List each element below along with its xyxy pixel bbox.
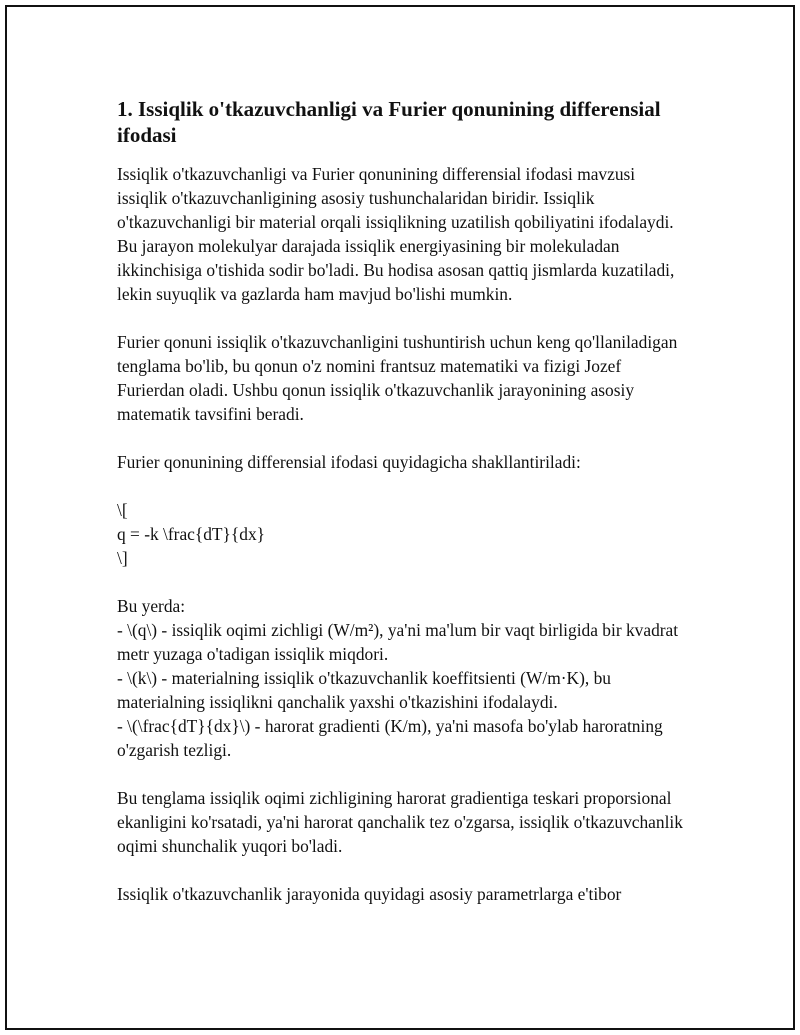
document-body [117,96,687,930]
formula-block: \[ q = -k \frac{dT}{dx} \] [117,500,265,568]
final-line: Issiqlik o'tkazuvchanlik jarayonida quyidagi asosiy parametrlarga e'tibor [117,884,622,904]
formula-intro-paragraph: Furier qonunining differensial ifodasi quyidagicha shakllantiriladi: [117,452,581,472]
conclusion-paragraph: Bu tenglama issiqlik oqimi zichligining harorat gradientiga teskari proporsional ekanligini ko'rsatadi, ya'ni harorat qanchalik tez o'zgarsa, issiqlik o'tkazuvchanlik oqimi shunchalik yuqori bo'ladi. [117,788,683,856]
section-heading: 1. Issiqlik o'tkazuvchanligi va Furier qonunining differensial ifodasi [117,97,661,147]
fourier-law-paragraph: Furier qonuni issiqlik o'tkazuvchanligini tushuntirish uchun keng qo'llaniladigan tenglama bo'lib, bu qonun o'z nomini frantsuz matematiki va fizigi Jozef Furierdan oladi. Ushbu qonun issiqlik o'tkazuvchanlik jarayonining asosiy matematik tavsifini beradi. [117,332,678,424]
definitions-block: Bu yerda: - \(q\) - issiqlik oqimi zichligi (W/m²), ya'ni ma'lum bir vaqt birligida bir kvadrat metr yuzaga o'tadigan issiqlik miqdori. - \(k\) - materialning issiqlik o'tkazuvchanlik koeffitsienti (W/m·K), bu materialning issiqlikni qanchalik yaxshi o'tkazishini ifodalaydi. - \(\frac{dT}{dx}\) - harorat gradienti (K/m), ya'ni masofa bo'ylab haroratning o'zgarish tezligi. [117,596,679,760]
intro-paragraph: Issiqlik o'tkazuvchanligi va Furier qonunining differensial ifodasi mavzusi issiqlik o'tkazuvchanligining asosiy tushunchalaridan biridir. Issiqlik o'tkazuvchanligi bir material orqali issiqlikning uzatilish qobiliyatini ifodalaydi. Bu jarayon molekulyar darajada issiqlik energiyasining bir molekuladan ikkinchisiga o'tishida sodir bo'ladi. Bu hodisa asosan qattiq jismlarda kuzatiladi, lekin suyuqlik va gazlarda ham mavjud bo'lishi mumkin. [117,164,675,304]
